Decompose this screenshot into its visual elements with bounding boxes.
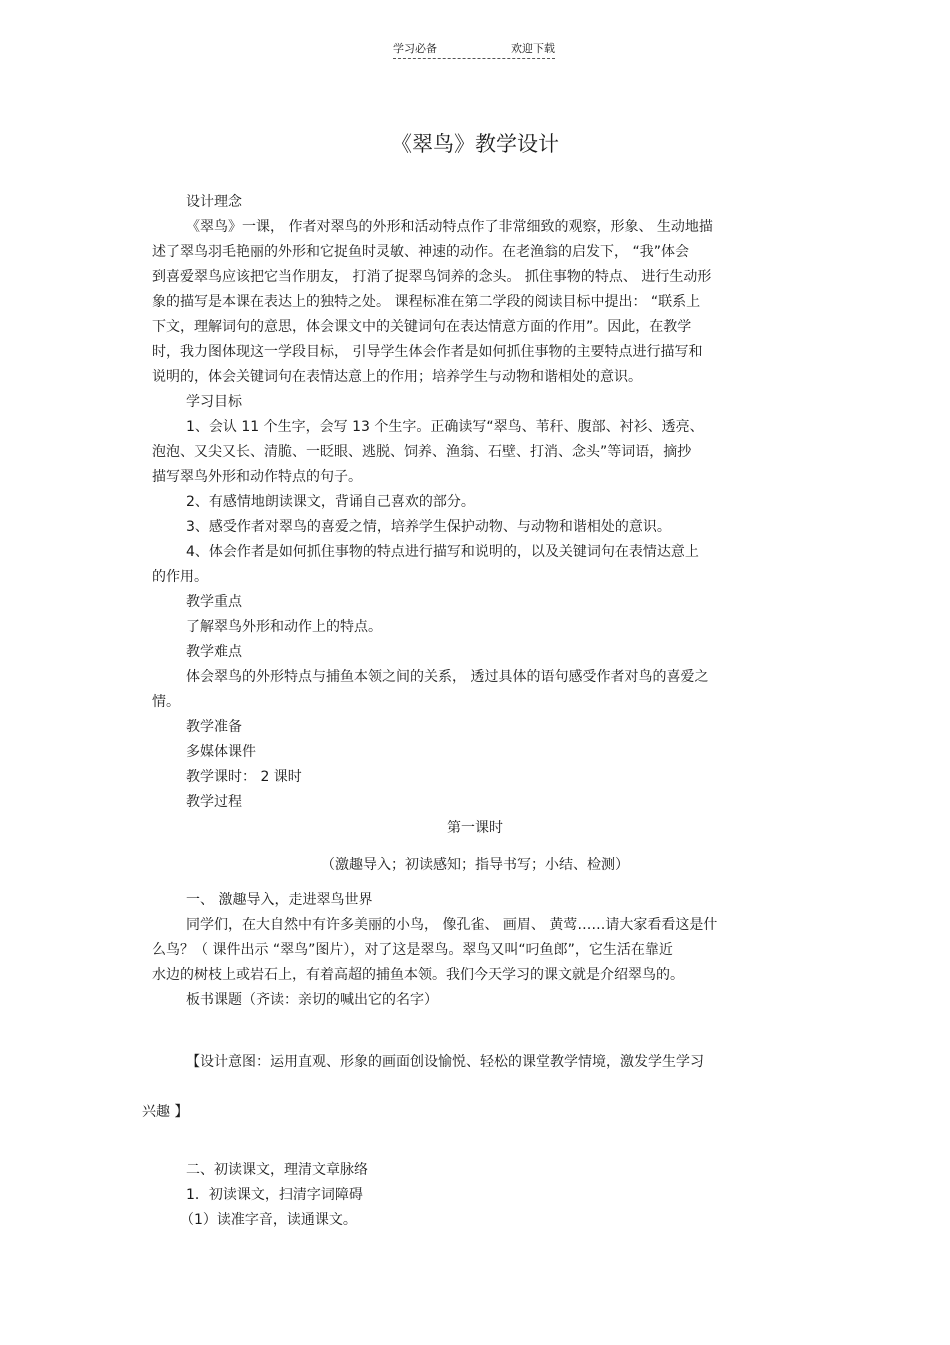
document-title: 《翠鸟》教学设计 xyxy=(391,132,559,156)
paragraph-line: 么鸟？（ 课件出示 “翠鸟”图片），对了这是翠鸟。翠鸟又叫“叼鱼郎”，它生活在靠近 xyxy=(152,942,673,958)
goal-item: 1、会认 11 个生字，会写 13 个生字。正确读写“翠鸟、苇秆、腹部、衬衫、透亮、 xyxy=(186,419,704,435)
goal-item: 2、有感情地朗读课文，背诵自己喜欢的部分。 xyxy=(186,494,475,510)
goal-item: 3、感受作者对翠鸟的喜爱之情，培养学生保护动物、与动物和谐相处的意识。 xyxy=(186,519,671,535)
paragraph-line: 说明的，体会关键词句在表情达意上的作用；培养学生与动物和谐相处的意识。 xyxy=(152,369,642,385)
paragraph-line: 同学们，在大自然中有许多美丽的小鸟， 像孔雀、 画眉、 黄莺……请大家看看这是什 xyxy=(186,917,718,933)
sub-step-item: （1）读准字音，读通课文。 xyxy=(180,1212,357,1228)
section-heading-difficulties: 教学难点 xyxy=(186,644,242,660)
paragraph-line: 象的描写是本课在表达上的独特之处。 课程标准在第二学段的阅读目标中提出： “联系上 xyxy=(152,294,701,310)
goal-item-cont: 泡泡、又尖又长、清脆、一眨眼、逃脱、饲养、渔翁、石壁、打消、念头”等词语，摘抄 xyxy=(152,444,692,460)
header-right-text: 欢迎下载 xyxy=(511,42,555,55)
paragraph-line: 述了翠鸟羽毛艳丽的外形和它捉鱼时灵敏、神速的动作。在老渔翁的启发下， “我”体会 xyxy=(152,244,689,260)
goal-item-cont: 的作用。 xyxy=(152,569,208,585)
paragraph-line: 水边的树枝上或岩石上，有着高超的捕鱼本领。我们今天学习的课文就是介绍翠鸟的。 xyxy=(152,967,684,983)
paragraph-line: 时，我力图体现这一学段目标， 引导学生体会作者是如何抓住事物的主要特点进行描写和 xyxy=(152,344,703,360)
step-heading: 一、 激趣导入，走进翠鸟世界 xyxy=(186,892,373,908)
paragraph-line: 情。 xyxy=(152,694,180,710)
design-intent-note-cont: 兴趣 】 xyxy=(142,1104,189,1120)
section-heading-key-points: 教学重点 xyxy=(186,594,242,610)
section-heading-learning-goals: 学习目标 xyxy=(186,394,242,410)
goal-item: 4、体会作者是如何抓住事物的特点进行描写和说明的，以及关键词句在表情达意上 xyxy=(186,544,699,560)
paragraph-line: 多媒体课件 xyxy=(186,744,256,760)
section-heading-process: 教学过程 xyxy=(186,794,242,810)
section-heading-design-concept: 设计理念 xyxy=(186,194,242,210)
header-left-text: 学习必备 xyxy=(393,42,437,55)
paragraph-line: 下文，理解词句的意思，体会课文中的关键词句在表达情意方面的作用”。因此，在教学 xyxy=(152,319,692,335)
paragraph-line: 体会翠鸟的外形特点与捕鱼本领之间的关系， 透过具体的语句感受作者对鸟的喜爱之 xyxy=(186,669,709,685)
paragraph-line: 到喜爱翠鸟应该把它当作朋友， 打消了捉翠鸟饲养的念头。 抓住事物的特点、 进行生动形 xyxy=(152,269,712,285)
lesson-heading: 第一课时 xyxy=(447,820,503,836)
sub-step-heading: 1．初读课文，扫清字词障碍 xyxy=(186,1187,363,1203)
paragraph-line: 板书课题（齐读：亲切的喊出它的名字） xyxy=(186,992,438,1008)
paragraph-line: 了解翠鸟外形和动作上的特点。 xyxy=(186,619,382,635)
design-intent-note: 【设计意图：运用直观、形象的画面创设愉悦、轻松的课堂教学情境，激发学生学习 xyxy=(186,1054,704,1070)
goal-item-cont: 描写翠鸟外形和动作特点的句子。 xyxy=(152,469,362,485)
lesson-subheading: （激趣导入；初读感知；指导书写；小结、检测） xyxy=(321,857,629,873)
page-header xyxy=(393,40,555,59)
paragraph-line: 教学课时： 2 课时 xyxy=(186,769,302,785)
paragraph-line: 《翠鸟》一课， 作者对翠鸟的外形和活动特点作了非常细致的观察，形象、 生动地描 xyxy=(186,219,713,235)
section-heading-preparation: 教学准备 xyxy=(186,719,242,735)
step-heading: 二、初读课文，理清文章脉络 xyxy=(186,1162,368,1178)
